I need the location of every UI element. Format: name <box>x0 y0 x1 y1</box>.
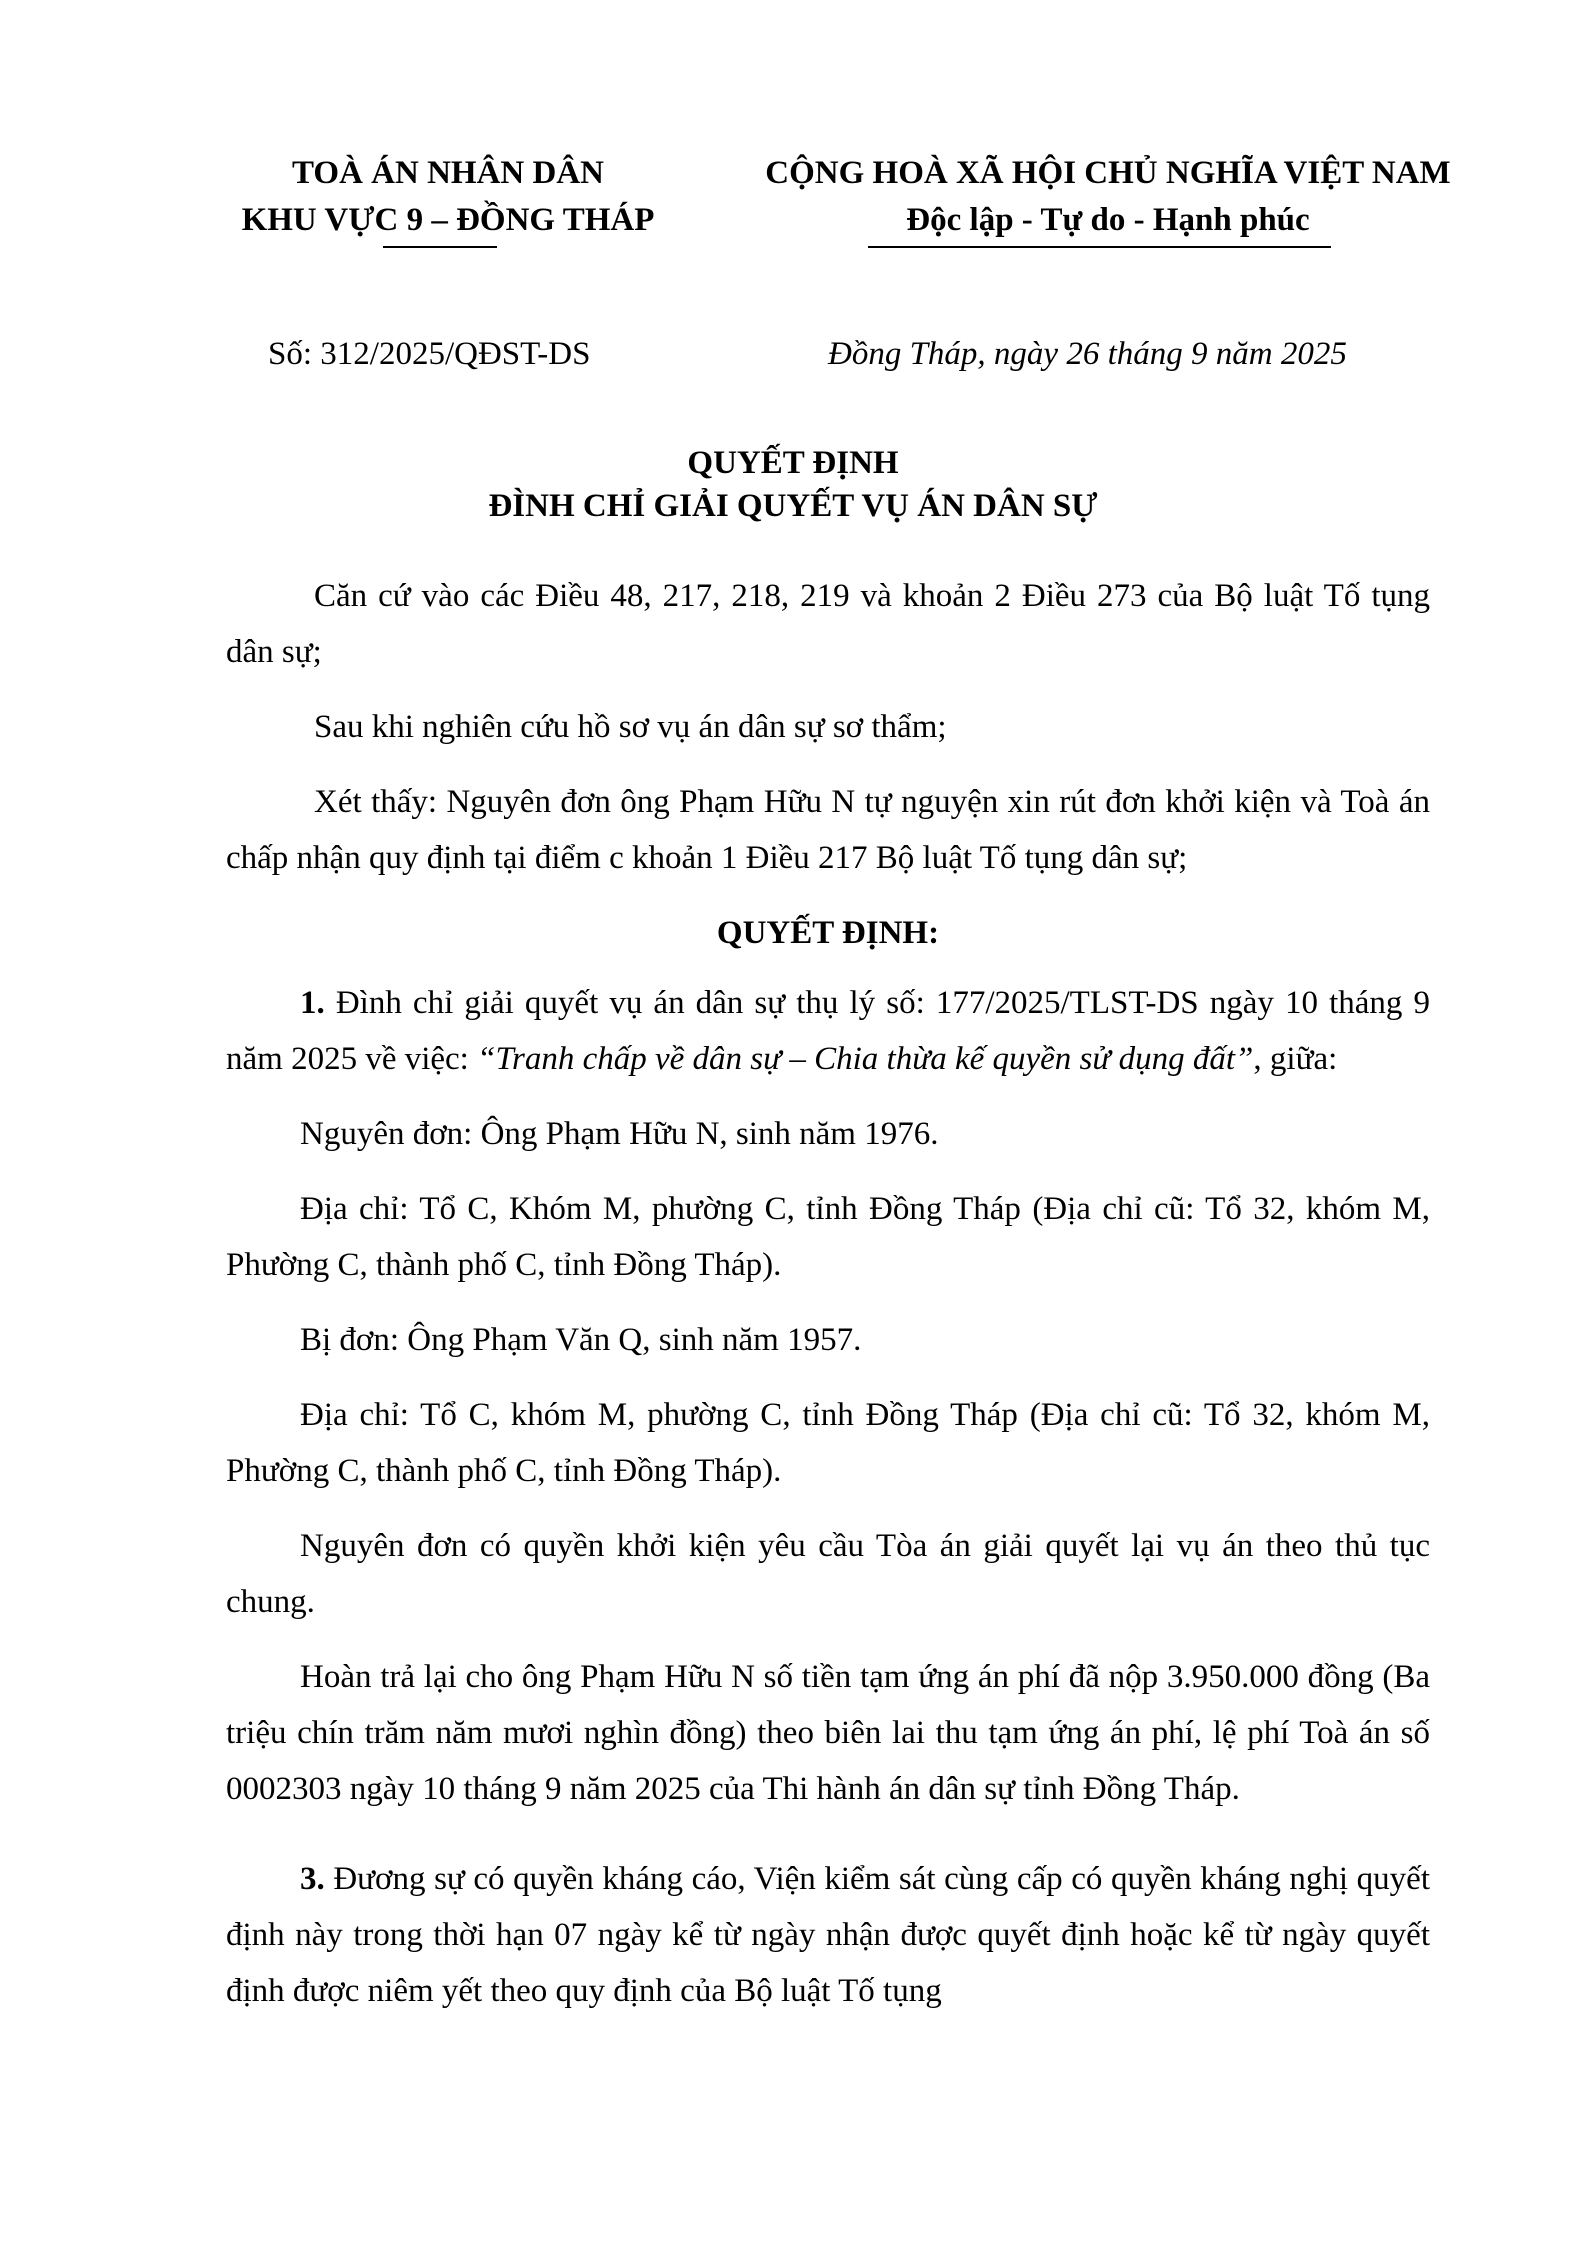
motto-underline <box>868 246 1331 248</box>
place-and-date: Đồng Tháp, ngày 26 tháng 9 năm 2025 <box>828 336 1347 372</box>
item-1-text-after: , giữa: <box>1253 1041 1338 1077</box>
plaintiff-address-paragraph: Địa chỉ: Tổ C, Khóm M, phường C, tỉnh Đồng Tháp (Địa chỉ cũ: Tổ 32, khóm M, Phường C, thành phố C, tỉnh Đồng Tháp). <box>226 1191 1430 1283</box>
court-name: TOÀ ÁN NHÂN DÂN <box>292 155 604 191</box>
plaintiff-paragraph: Nguyên đơn: Ông Phạm Hữu N, sinh năm 1976. <box>300 1116 939 1152</box>
refund-paragraph: Hoàn trả lại cho ông Phạm Hữu N số tiền tạm ứng án phí đã nộp 3.950.000 đồng (Ba triệu chín trăm năm mươi nghìn đồng) theo biên lai thu tạm ứng án phí, lệ phí Toà án số 0002303 ngày 10 tháng 9 năm 2025 của Thi hành án dân sự tỉnh Đồng Tháp. <box>226 1659 1430 1807</box>
court-header-underline <box>383 246 497 248</box>
item-3-text: Đương sự có quyền kháng cáo, Viện kiểm sát cùng cấp có quyền kháng nghị quyết định này trong thời hạn 07 ngày kể từ ngày nhận được quyết định hoặc kể từ ngày quyết định được niêm yết theo quy định của Bộ luật Tố tụng <box>226 1861 1430 2009</box>
document-title <box>0 442 1586 528</box>
title-line-1: QUYẾT ĐỊNH <box>687 445 899 481</box>
decision-item-3 <box>226 1851 1430 2019</box>
court-header <box>228 150 668 244</box>
national-motto-header <box>738 150 1478 244</box>
decision-item-1 <box>226 975 1430 1087</box>
national-motto: Độc lập - Tự do - Hạnh phúc <box>906 202 1310 238</box>
finding-paragraph: Xét thấy: Nguyên đơn ông Phạm Hữu N tự nguyện xin rút đơn khởi kiện và Toà án chấp nhận quy định tại điểm c khoản 1 Điều 217 Bộ luật Tố tụng dân sự; <box>226 784 1430 876</box>
legal-basis-paragraph: Căn cứ vào các Điều 48, 217, 218, 219 và khoản 2 Điều 273 của Bộ luật Tố tụng dân sự; <box>226 578 1430 670</box>
document-number: Số: 312/2025/QĐST-DS <box>268 336 591 372</box>
case-subject: “Tranh chấp về dân sự – Chia thừa kế quyền sử dụng đất” <box>477 1041 1254 1077</box>
document-body <box>226 568 1430 2038</box>
country-name: CỘNG HOÀ XÃ HỘI CHỦ NGHĨA VIỆT NAM <box>765 155 1451 191</box>
court-region: KHU VỰC 9 – ĐỒNG THÁP <box>241 202 655 238</box>
right-to-resue-paragraph: Nguyên đơn có quyền khởi kiện yêu cầu Tòa án giải quyết lại vụ án theo thủ tục chung. <box>226 1528 1430 1620</box>
item-1-text: Đình chỉ giải quyết vụ án dân sự thụ lý số: 177/2025/TLST-DS ngày 10 tháng 9 năm 2025 về việc: <box>226 985 1430 1077</box>
title-line-2: ĐÌNH CHỈ GIẢI QUYẾT VỤ ÁN DÂN SỰ <box>488 488 1098 524</box>
defendant-paragraph: Bị đơn: Ông Phạm Văn Q, sinh năm 1957. <box>300 1322 862 1358</box>
item-1-number: 1. <box>300 985 325 1021</box>
item-3-number: 3. <box>300 1861 325 1897</box>
defendant-address-paragraph: Địa chỉ: Tổ C, khóm M, phường C, tỉnh Đồng Tháp (Địa chỉ cũ: Tổ 32, khóm M, Phường C, thành phố C, tỉnh Đồng Tháp). <box>226 1397 1430 1489</box>
review-paragraph: Sau khi nghiên cứu hồ sơ vụ án dân sự sơ thẩm; <box>314 709 947 745</box>
decision-heading: QUYẾT ĐỊNH: <box>716 915 940 951</box>
